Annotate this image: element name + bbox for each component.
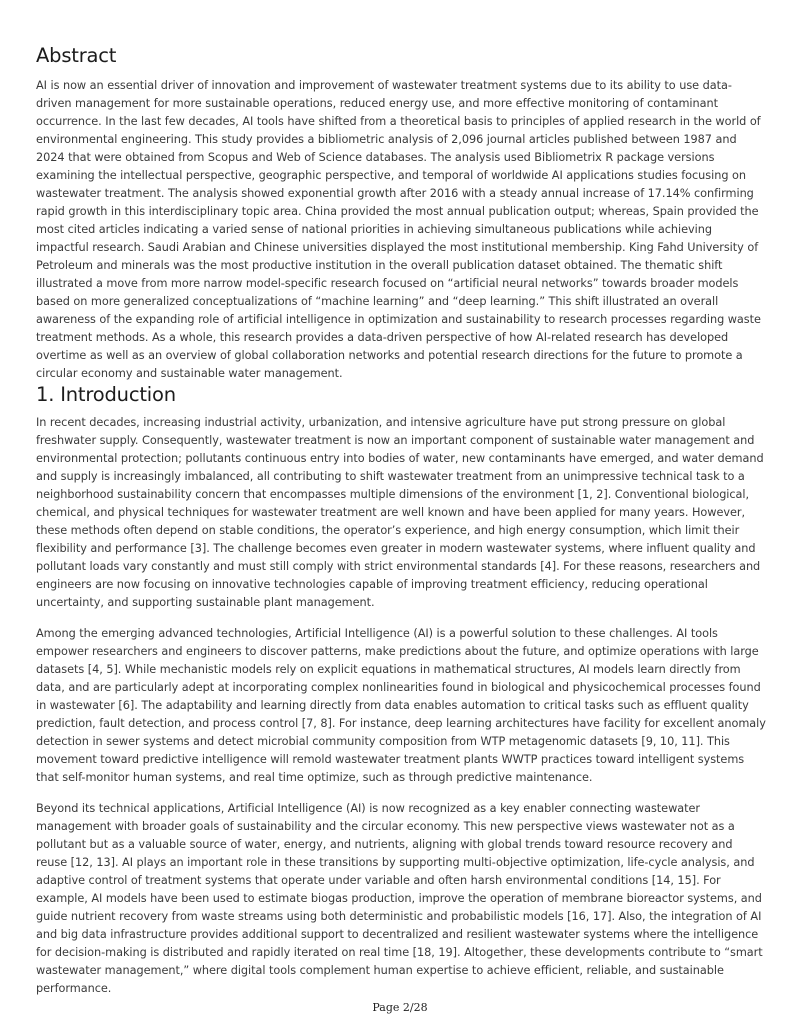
introduction-paragraph-1: In recent decades, increasing industrial activity, urbanization, and intensive agriculture have put strong pressure on global freshwater supply. Consequently, wastewater treatment is now an important component of sustainable water management and environmental protection; pollutants continuous entry into bodies of water, new contaminants have emerged, and water demand and supply is increasingly imbalanced, all contributing to shift wastewater treatment from an unimpressive technical task to a neighborhood sustainability concern that encompasses multiple dimensions of the environment [1, 2]. Conventional biological, chemical, and physical techniques for wastewater treatment are well known and have been applied for many years. However, these methods often depend on stable conditions, the operator’s experience, and high energy consumption, which limit their flexibility and performance [3]. The challenge becomes even greater in modern wastewater systems, where influent quality and pollutant loads vary constantly and must still comply with strict environmental standards [4]. For these reasons, researchers and engineers are now focusing on innovative technologies capable of improving treatment efficiency, reducing operational uncertainty, and supporting sustainable plant management.	[36, 416, 764, 609]
abstract-paragraph: AI is now an essential driver of innovation and improvement of wastewater treatment systems due to its ability to use data-driven management for more sustainable operations, reduced energy use, and more effective monitoring of contaminant occurrence. In the last few decades, AI tools have shifted from a theoretical basis to principles of applied research in the world of environmental engineering. This study provides a bibliometric analysis of 2,096 journal articles published between 1987 and 2024 that were obtained from Scopus and Web of Science databases. The analysis used Bibliometrix R package versions examining the intellectual perspective, geographic perspective, and temporal of worldwide AI applications studies focusing on wastewater treatment. The analysis showed exponential growth after 2016 with a steady annual increase of 17.14% confirming rapid growth in this interdisciplinary topic area. China provided the most annual publication output; whereas, Spain provided the most cited articles indicating a varied sense of national priorities in achieving simultaneous publications while achieving impactful research. Saudi Arabian and Chinese universities displayed the most institutional membership. King Fahd University of Petroleum and minerals was the most productive institution in the overall publication dataset obtained. The thematic shift illustrated a move from more narrow model-specific research focused on “artificial neural networks” towards broader models based on more generalized conceptualizations of “machine learning” and “deep learning.” This shift illustrated an overall awareness of the expanding role of artificial intelligence in optimization and sustainability to research processes regarding waste treatment methods. As a whole, this research provides a data-driven perspective of how AI-related research has developed overtime as well as an overview of global collaboration networks and potential research directions for the future to promote a circular economy and sustainable water management.	[36, 79, 761, 380]
introduction-paragraph-3: Beyond its technical applications, Artificial Intelligence (AI) is now recognized as a key enabler connecting wastewater management with broader goals of sustainability and the circular economy. This new perspective views wastewater not as a pollutant but as a valuable source of water, energy, and nutrients, aligning with global trends toward resource recovery and reuse [12, 13]. AI plays an important role in these transitions by supporting multi-objective optimization, life-cycle analysis, and adaptive control of treatment systems that operate under variable and often harsh environmental conditions [14, 15]. For example, AI models have been used to estimate biogas production, improve the operation of membrane bioreactor systems, and guide nutrient recovery from waste streams using both deterministic and probabilistic models [16, 17]. Also, the integration of AI and big data infrastructure provides additional support to decentralized and resilient wastewater systems where the intelligence for decision-making is distributed and rapidly iterated on real time [18, 19]. Altogether, these developments contribute to “smart wastewater management,” where digital tools complement human expertise to achieve efficient, reliable, and sustainable performance.	[36, 802, 763, 995]
introduction-paragraph-2: Among the emerging advanced technologies, Artificial Intelligence (AI) is a powerful solution to these challenges. AI tools empower researchers and engineers to discover patterns, make predictions about the future, and optimize operations with large datasets [4, 5]. While mechanistic models rely on explicit equations in mathematical structures, AI models learn directly from data, and are particularly adept at incorporating complex nonlinearities found in biological and physicochemical processes found in wastewater [6]. The adaptability and learning directly from data enables automation to critical tasks such as effluent quality prediction, fault detection, and process control [7, 8]. For instance, deep learning architectures have facility for excellent anomaly detection in sewer systems and detect microbial community composition from WTP metagenomic datasets [9, 10, 11]. This movement toward predictive intelligence will remold wastewater treatment plants WWTP practices toward intelligent systems that self-monitor human systems, and real time optimize, such as through predictive maintenance.	[36, 627, 766, 784]
abstract-heading: Abstract	[36, 44, 117, 67]
introduction-heading: 1. Introduction	[36, 383, 176, 406]
page-number-footer: Page 2/28	[372, 1001, 428, 1014]
